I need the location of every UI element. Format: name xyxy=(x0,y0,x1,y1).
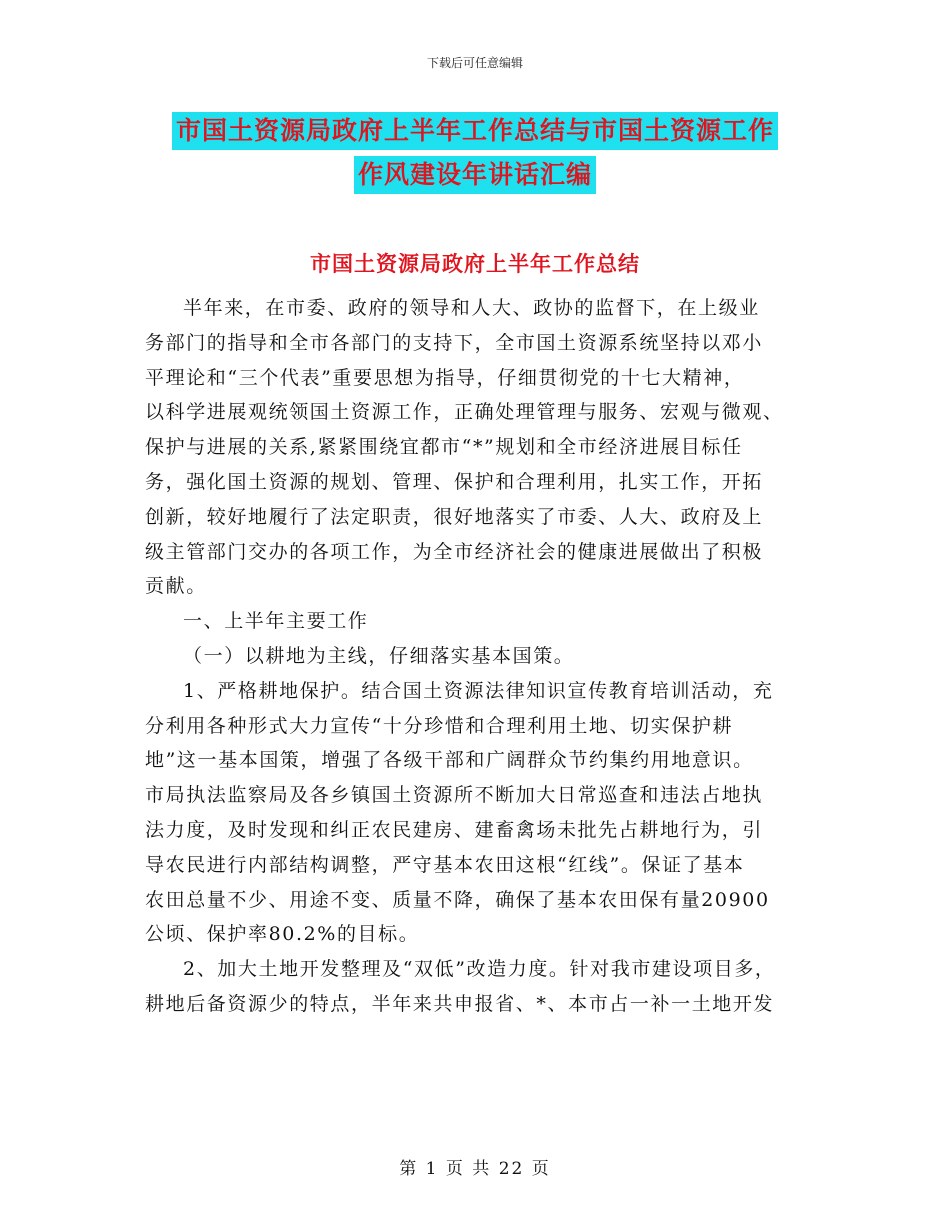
body-text xyxy=(145,291,815,1022)
page-footer: 第 1 页 共 22 页 xyxy=(399,1159,551,1179)
body-line: 保护与进展的关系,紧紧围绕宜都市“*”规划和全市经济进展目标任 xyxy=(145,436,743,459)
body-line: 市局执法监察局及各乡镇国土资源所不断加大日常巡查和违法占地执 xyxy=(145,784,764,807)
body-line: 一、上半年主要工作 xyxy=(183,610,369,633)
document-title-text-2: 作风建设年讲话汇编 xyxy=(354,156,596,194)
body-line: 级主管部门交办的各项工作，为全市经济社会的健康进展做出了积极 xyxy=(145,540,764,563)
document-title-text-1: 市国土资源局政府上半年工作总结与市国土资源工作 xyxy=(172,112,778,150)
body-line: （一）以耕地为主线，仔细落实基本国策。 xyxy=(183,644,575,667)
body-line: 耕地后备资源少的特点，半年来共申报省、*、本市占一补一土地开发 xyxy=(145,992,775,1015)
header-note: 下载后可任意编辑 xyxy=(426,56,523,70)
body-line: 分利用各种形式大力宣传“十分珍惜和合理利用土地、切实保护耕 xyxy=(145,714,734,737)
body-line: 2、加大土地开发整理及“双低”改造力度。针对我市建设项目多， xyxy=(183,958,776,981)
document-title-line-1 xyxy=(0,112,950,150)
body-line: 以科学进展观统领国土资源工作，正确处理管理与服务、宏观与微观、 xyxy=(145,401,784,424)
body-line: 贡献。 xyxy=(145,575,207,598)
body-line: 1、严格耕地保护。结合国土资源法律知识宣传教育培训活动，充 xyxy=(183,679,774,702)
body-line: 半年来，在市委、政府的领导和人大、政协的监督下，在上级业 xyxy=(183,297,760,319)
body-line: 法力度，及时发现和纠正农民建房、建畜禽场未批先占耕地行为，引 xyxy=(145,818,764,841)
document-title-line-2 xyxy=(0,156,950,194)
body-line: 创新，较好地履行了法定职责，很好地落实了市委、人大、政府及上 xyxy=(145,505,764,528)
body-line: 务，强化国土资源的规划、管理、保护和合理利用，扎实工作，开拓 xyxy=(145,470,764,493)
body-line: 平理论和“三个代表”重要思想为指导，仔细贯彻党的十七大精神， xyxy=(145,366,745,389)
body-line: 导农民进行内部结构调整，严守基本农田这根“红线”。保证了基本 xyxy=(145,853,745,876)
body-line: 农田总量不少、用途不变、质量不降，确保了基本农田保有量20900 xyxy=(145,888,770,911)
body-line: 务部门的指导和全市各部门的支持下，全市国土资源系统坚持以邓小 xyxy=(145,331,764,354)
body-line: 地”这一基本国策，增强了各级干部和广阔群众节约集约用地意识。 xyxy=(145,749,754,772)
section-title: 市国土资源局政府上半年工作总结 xyxy=(310,251,640,276)
body-line: 公顷、保护率80.2%的目标。 xyxy=(145,923,420,946)
